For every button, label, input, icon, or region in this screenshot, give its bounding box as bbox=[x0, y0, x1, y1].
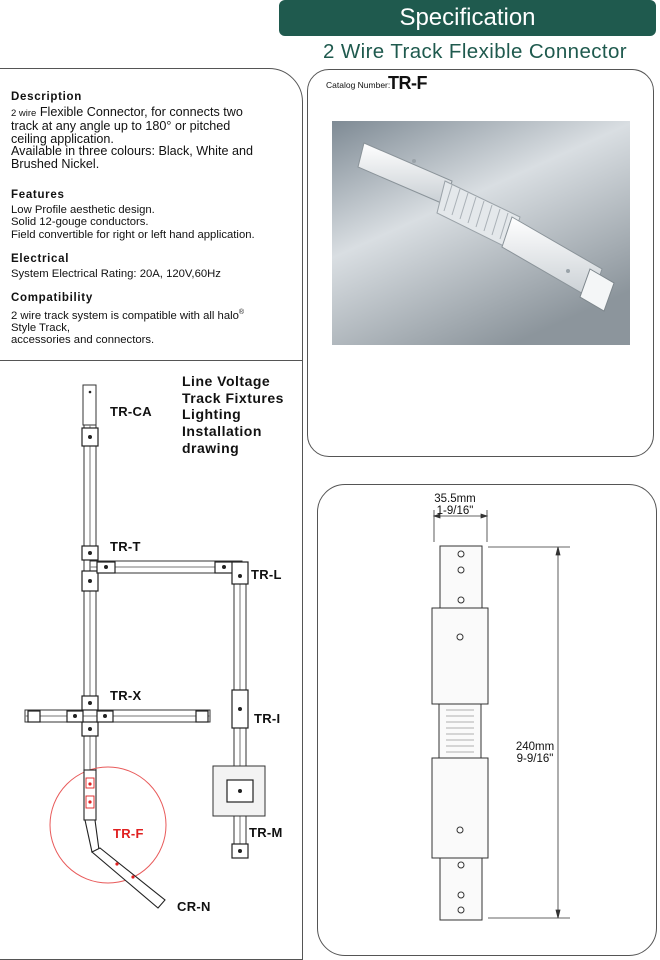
description-section bbox=[11, 91, 301, 170]
drawing-title-line: Line Voltage bbox=[182, 373, 271, 389]
feature-item: Low Profile aesthetic design. bbox=[11, 203, 155, 216]
electrical-rating: System Electrical Rating: 20A, 120V,60Hz bbox=[11, 267, 221, 280]
left-panel-divider bbox=[0, 360, 303, 361]
dim-length-in: 9-9/16" bbox=[516, 753, 554, 765]
label-tr-l: TR-L bbox=[251, 567, 282, 582]
label-tr-i: TR-I bbox=[254, 711, 281, 726]
description-lead: 2 wire bbox=[11, 107, 37, 119]
compatibility-line2: Style Track, bbox=[11, 321, 71, 334]
installation-drawing bbox=[0, 370, 300, 930]
label-tr-m: TR-M bbox=[249, 825, 283, 840]
features-heading: Features bbox=[11, 189, 65, 201]
label-cr-n: CR-N bbox=[177, 899, 211, 914]
catalog-label: Catalog Number: bbox=[326, 80, 391, 90]
label-tr-t: TR-T bbox=[110, 539, 141, 554]
dim-length bbox=[505, 741, 565, 765]
compatibility-section bbox=[11, 292, 301, 347]
description-line3: ceiling application. bbox=[11, 131, 114, 146]
dim-width-mm: 35.5mm bbox=[434, 493, 476, 505]
compatibility-heading: Compatibility bbox=[11, 292, 93, 304]
description-line4: Available in three colours: Black, White and bbox=[11, 144, 253, 158]
registered-mark: ® bbox=[238, 308, 245, 316]
description-line1: Flexible Connector, for connects two bbox=[36, 104, 243, 119]
description-heading: Description bbox=[11, 91, 82, 103]
label-tr-ca: TR-CA bbox=[110, 404, 152, 419]
description-line2: track at any angle up to 180° or pitched bbox=[11, 119, 231, 133]
drawing-title-line: Installation bbox=[182, 423, 262, 440]
features-section bbox=[11, 189, 301, 241]
catalog-number: TR-F bbox=[388, 73, 427, 93]
dimension-drawing bbox=[410, 510, 610, 930]
dim-length-mm: 240mm bbox=[515, 741, 555, 753]
feature-item: Solid 12-gouge conductors. bbox=[11, 216, 149, 228]
page-title: Specification bbox=[399, 4, 536, 31]
drawing-title-line: Track Fixtures bbox=[182, 389, 284, 406]
feature-item: Field convertible for right or left hand application. bbox=[11, 228, 255, 241]
compatibility-line1: 2 wire track system is compatible with all halo bbox=[11, 309, 239, 322]
compatibility-line3: accessories and connectors. bbox=[11, 334, 155, 347]
page-subtitle: 2 Wire Track Flexible Connector bbox=[322, 40, 628, 63]
electrical-section bbox=[11, 253, 301, 280]
description-line5: Brushed Nickel. bbox=[11, 156, 100, 171]
electrical-heading: Electrical bbox=[11, 253, 70, 265]
dim-width-in: 1-9/16" bbox=[436, 505, 474, 517]
drawing-title-line: drawing bbox=[182, 439, 240, 456]
dim-width bbox=[420, 493, 490, 517]
label-tr-x: TR-X bbox=[110, 688, 142, 703]
product-photo bbox=[332, 121, 630, 345]
label-tr-f: TR-F bbox=[113, 826, 144, 841]
drawing-title-line: Lighting bbox=[182, 406, 242, 423]
